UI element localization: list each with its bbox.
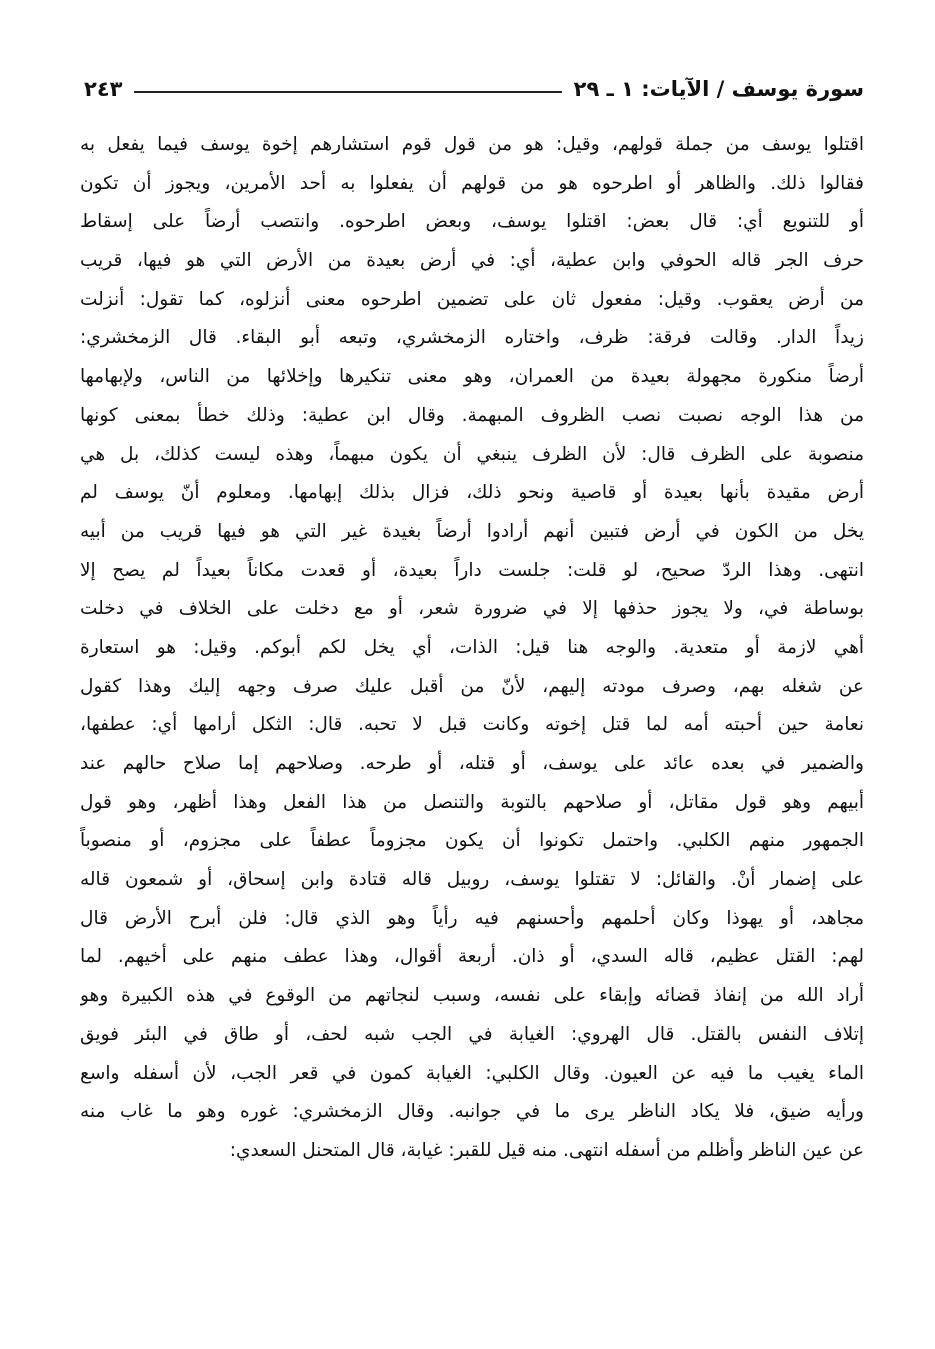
text-line: زيداً الدار. وقالت فرقة: ظرف، واختاره الزمخشري، وتبعه أبو البقاء. قال الزمخشري: [80, 327, 864, 349]
text-line: أرضاً منكورة مجهولة بعيدة من العمران، وهو معنى تنكيرها وإخلائها من الناس، ولإبهامها [80, 366, 864, 388]
page-number: ٢٤٣ [84, 77, 123, 101]
text-line: يخل من الكون في أرض فتبين أنهم أرادوا أرضاً بغيدة غير التي هو فيها قريب من أبيه [80, 520, 864, 542]
text-line: منصوبة على الظرف قال: لأن الظرف ينبغي أن يكون مبهماً، وهذه ليست كذلك، بل هي [80, 443, 864, 465]
text-line: أبيهم وهو قول مقاتل، أو صلاحهم بالتوبة والتنصل من هذا الفعل وهذا أظهر، وهو قول [80, 791, 864, 813]
text-line: إتلاف النفس بالقتل. قال الهروي: الغيابة في الجب شبه لحف، أو طاق في البئر فويق [80, 1023, 864, 1045]
header-rule [134, 91, 561, 93]
header-title: سورة يوسف / الآيات: ١ ـ ٢٩ [573, 77, 864, 101]
text-line: على إضمار أنْ. والقائل: لا تقتلوا يوسف، روبيل قاله قتادة وابن إسحاق، أو شمعون قاله [80, 869, 864, 891]
text-line: والضمير في بعده عائد على يوسف، أو قتله، أو طرحه. وصلاحهم إما صلاح حالهم عند [80, 753, 864, 774]
text-line: أهي لازمة أو متعدية. والوجه هنا قيل: الذات، أي يخل لكم أبوكم. وقيل: هو استعارة [80, 636, 864, 658]
text-line: انتهى. وهذا الردّ صحيح، لو قلت: جلست داراً بعيدة، أو قعدت مكاناً بعيداً لم يصح إلا [80, 559, 864, 581]
text-line: مجاهد، أو يهوذا وكان أحلمهم وأحسنهم فيه رأياً وهو الذي قال: فلن أبرح الأرض قال [80, 907, 864, 929]
text-line: أراد الله من إنفاذ قضائه وإبقاء على نفسه، وسبب لنجاتهم من الوقوع في هذه الكبيرة وهو [80, 985, 864, 1007]
running-header [84, 72, 864, 106]
text-line: من هذا الوجه نصبت نصب الظروف المبهمة. وقال ابن عطية: وذلك خطأ بمعنى كونها [80, 404, 864, 426]
body-text [80, 126, 864, 1171]
text-line: أرض مقيدة بأنها بعيدة أو قاصية ونحو ذلك، فزال بذلك إبهامها. ومعلوم أنّ يوسف لم [80, 482, 864, 504]
text-line: فقالوا ذلك. والظاهر أو اطرحوه هو من قولهم أن يفعلوا به أحد الأمرين، ويجوز أن تكون [80, 172, 864, 194]
text-line: بوساطة في، ولا يجوز حذفها إلا في ضرورة شعر، أو مع دخلت على الخلاف في دخلت [80, 598, 864, 620]
text-line: حرف الجر قاله الحوفي وابن عطية، أي: في أرض بعيدة من الأرض التي هو فيها، قريب [80, 250, 864, 272]
text-line: لهم: القتل عظيم، قاله السدي، أو ذان. أربعة أقوال، وهذا عطف منهم على أخيهم. لما [80, 946, 864, 968]
text-line: عن شغله بهم، وصرف مودته إليهم، لأنّ من أقبل عليك صرف وجهه إليك وهذا كقول [80, 675, 864, 697]
text-line: الجمهور منهم الكلبي. واحتمل تكونوا أن يكون مجزوماً عطفاً على مجزوم، أو منصوباً [80, 830, 864, 852]
text-line: الماء يغيب ما فيه عن العيون. وقال الكلبي: الغيابة كمون في قعر الجب، لأن أسفله واسع [80, 1062, 864, 1084]
text-line: عن عين الناظر وأظلم من أسفله انتهى. منه قيل للقبر: غيابة، قال المتحنل السعدي: [229, 1139, 864, 1161]
text-line: من أرض يعقوب. وقيل: مفعول ثان على تضمين اطرحوه معنى أنزلوه، كما تقول: أنزلت [80, 288, 864, 310]
text-line: نعامة حين أحبته أمه لما قتل إخوته وكانت قبل لا تحبه. قال: الثكل أرامها أي: عطفها، [80, 714, 864, 736]
text-line: اقتلوا يوسف من جملة قولهم، وقيل: هو من قول قوم استشارهم إخوة يوسف فيما يفعل به [80, 134, 864, 155]
text-line: ورأيه ضيق، فلا يكاد الناظر يرى ما في جوانبه. وقال الزمخشري: غوره وهو ما غاب منه [80, 1101, 864, 1123]
text-line: أو للتنويع أي: قال بعض: اقتلوا يوسف، وبعض اطرحوه. وانتصب أرضاً على إسقاط [80, 211, 864, 233]
